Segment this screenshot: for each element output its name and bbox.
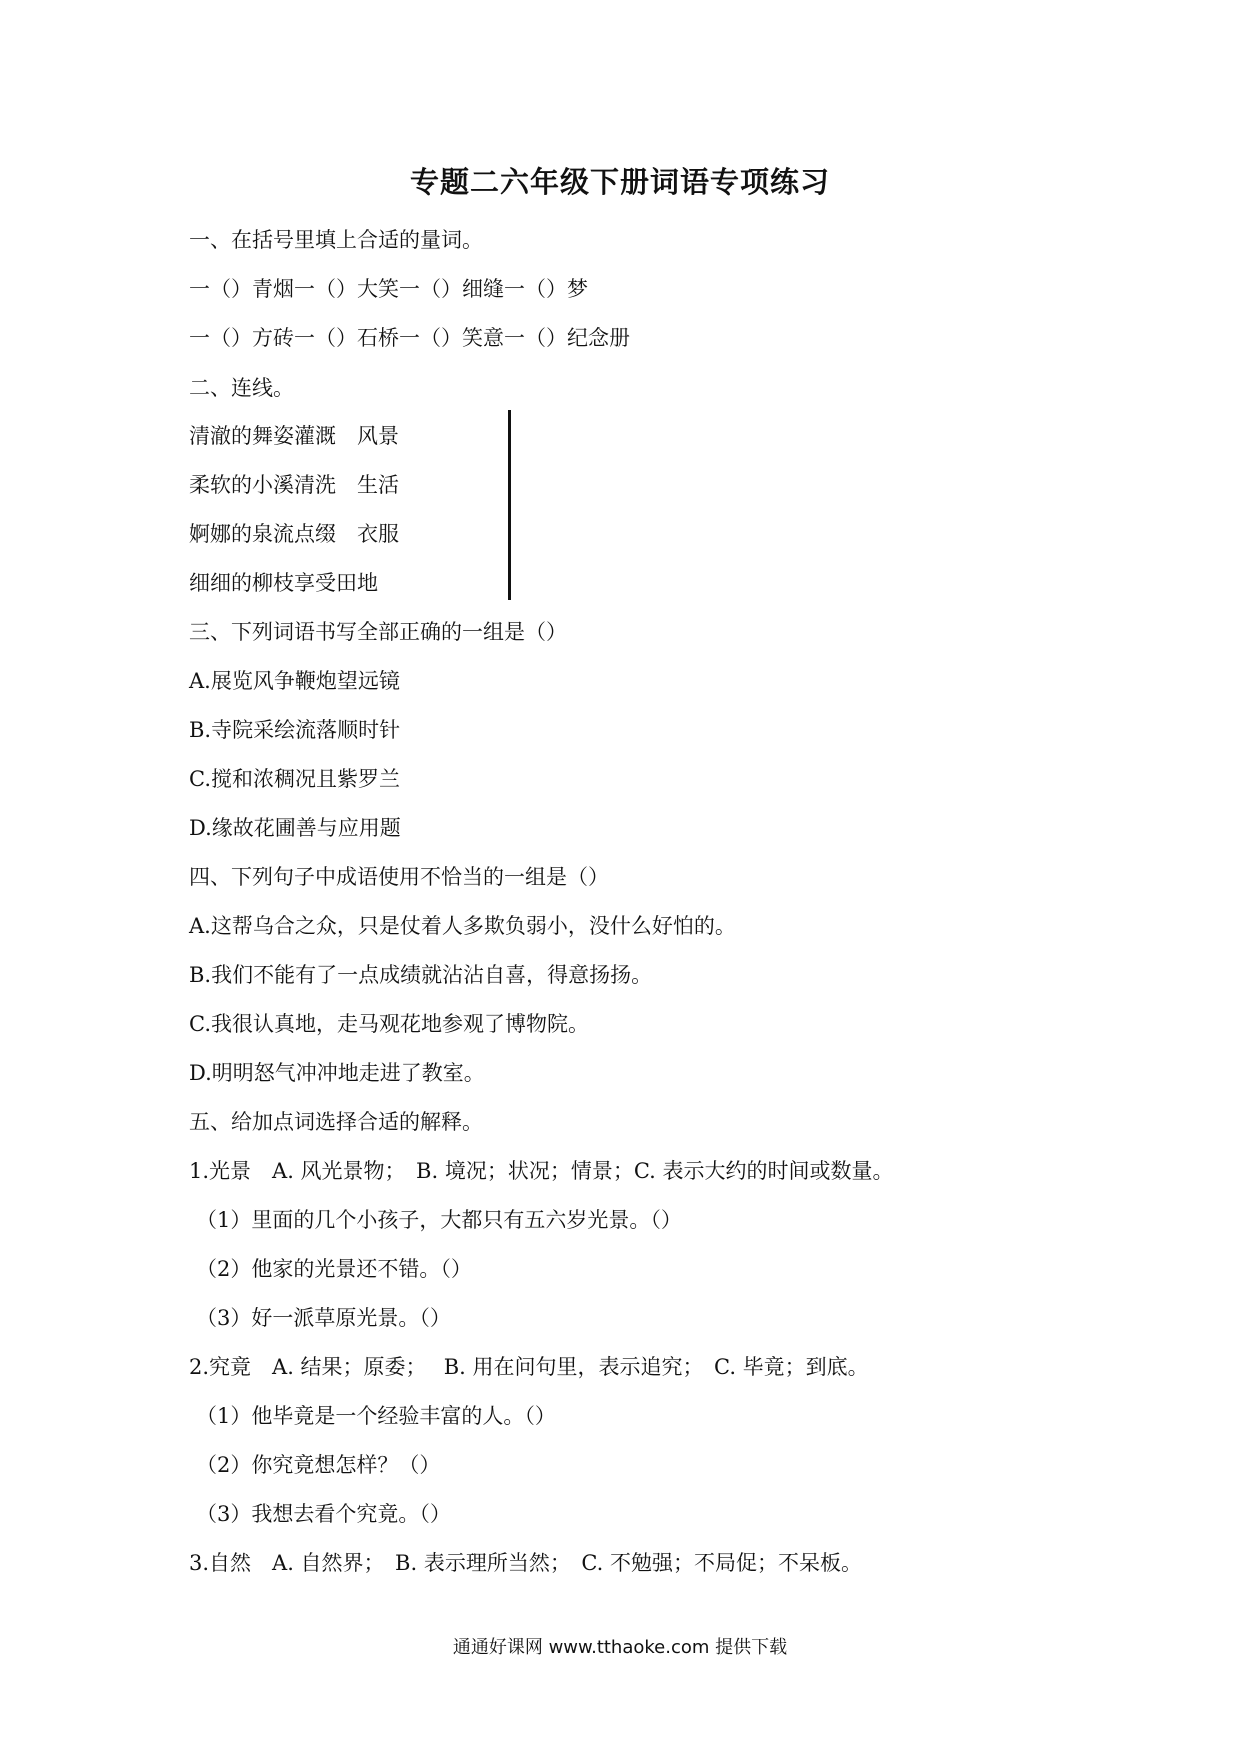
word-1-sentence-1: （1）里面的几个小孩子，大都只有五六岁光景。（） <box>196 1208 682 1232</box>
section-3-option-b: B.寺院采绘流落顺时针 <box>189 718 401 742</box>
word-2-definitions: 2.究竟 A. 结果；原委； B. 用在问句里，表示追究； C. 毕竟；到底。 <box>189 1355 869 1379</box>
section-2-heading: 二、连线。 <box>189 376 294 400</box>
section-4-heading: 四、下列句子中成语使用不恰当的一组是（） <box>189 865 609 889</box>
section-3-option-a: A.展览风争鞭炮望远镜 <box>189 669 400 693</box>
section-4-option-d: D.明明怒气冲冲地走进了教室。 <box>189 1061 485 1085</box>
section-1-heading: 一、在括号里填上合适的量词。 <box>189 228 483 252</box>
section-4-option-a: A.这帮乌合之众，只是仗着人多欺负弱小，没什么好怕的。 <box>189 914 736 938</box>
matching-row-3: 婀娜的泉流点缀 衣服 <box>189 522 399 546</box>
measure-word-row-1: 一（）青烟一（）大笑一（）细缝一（）梦 <box>189 277 588 301</box>
section-4-option-b: B.我们不能有了一点成绩就沾沾自喜，得意扬扬。 <box>189 963 653 987</box>
word-1-definitions: 1.光景 A. 风光景物； B. 境况；状况；情景；C. 表示大约的时间或数量。 <box>189 1159 894 1183</box>
matching-row-4: 细细的柳枝享受田地 <box>189 571 378 595</box>
section-3-heading: 三、下列词语书写全部正确的一组是（） <box>189 620 567 644</box>
word-2-sentence-3: （3）我想去看个究竟。（） <box>196 1502 451 1526</box>
matching-divider-line <box>508 410 511 600</box>
section-5-heading: 五、给加点词选择合适的解释。 <box>189 1110 483 1134</box>
page-title: 专题二六年级下册词语专项练习 <box>409 165 830 199</box>
page-footer: 通通好课网 www.tthaoke.com 提供下载 <box>452 1637 788 1658</box>
word-2-sentence-1: （1）他毕竟是一个经验丰富的人。（） <box>196 1404 556 1428</box>
measure-word-row-2: 一（）方砖一（）石桥一（）笑意一（）纪念册 <box>189 326 630 350</box>
word-1-sentence-3: （3）好一派草原光景。（） <box>196 1306 451 1330</box>
section-3-option-c: C.搅和浓稠况且紫罗兰 <box>189 767 400 791</box>
section-3-option-d: D.缘故花圃善与应用题 <box>189 816 401 840</box>
word-3-definitions: 3.自然 A. 自然界； B. 表示理所当然； C. 不勉强；不局促；不呆板。 <box>189 1551 863 1575</box>
matching-row-1: 清澈的舞姿灌溉 风景 <box>189 424 399 448</box>
matching-row-2: 柔软的小溪清洗 生活 <box>189 473 399 497</box>
word-2-sentence-2: （2）你究竟想怎样？（） <box>196 1453 441 1477</box>
word-1-sentence-2: （2）他家的光景还不错。（） <box>196 1257 472 1281</box>
section-4-option-c: C.我很认真地，走马观花地参观了博物院。 <box>189 1012 589 1036</box>
